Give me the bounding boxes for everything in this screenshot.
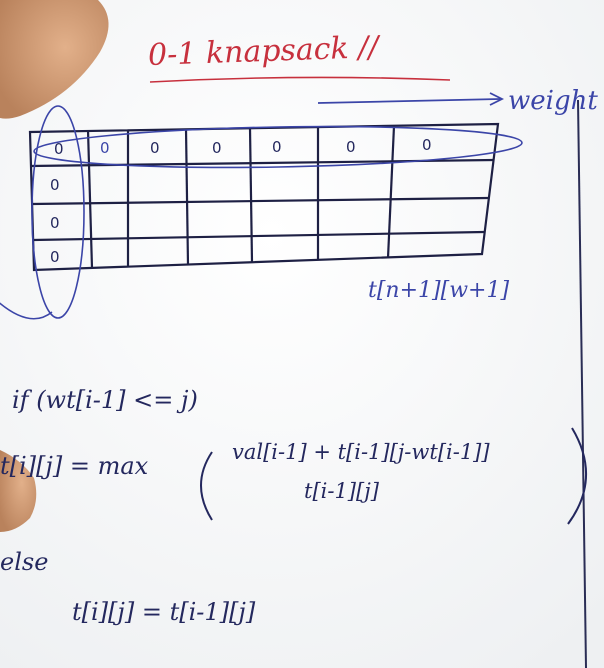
assignment-lhs: t[i][j] = max [0,452,149,480]
max-branch-exclude: t[i-1][j] [304,479,379,503]
row0-zero: 0 [272,138,282,156]
col0-zero: 0 [50,176,60,194]
else-statement: t[i][j] = t[i-1][j] [72,598,256,626]
result-cell-label: t[n+1][w+1] [368,278,510,303]
weight-label: weight [508,86,598,116]
row0-zero: 0 [346,138,356,156]
condition-line: if (wt[i-1] <= j) [12,386,198,414]
title: 0-1 knapsack // [147,29,379,74]
row0-zero: 0 [150,139,160,157]
else-keyword: else [0,548,49,576]
col0-zero: 0 [50,248,60,266]
col0-zero: 0 [50,214,60,232]
max-branch-include: val[i-1] + t[i-1][j-wt[i-1]] [232,440,490,464]
row0-zero: 0 [100,139,110,157]
row0-zero: 0 [54,140,64,158]
row0-zero: 0 [422,136,432,154]
row0-zero: 0 [212,139,222,157]
